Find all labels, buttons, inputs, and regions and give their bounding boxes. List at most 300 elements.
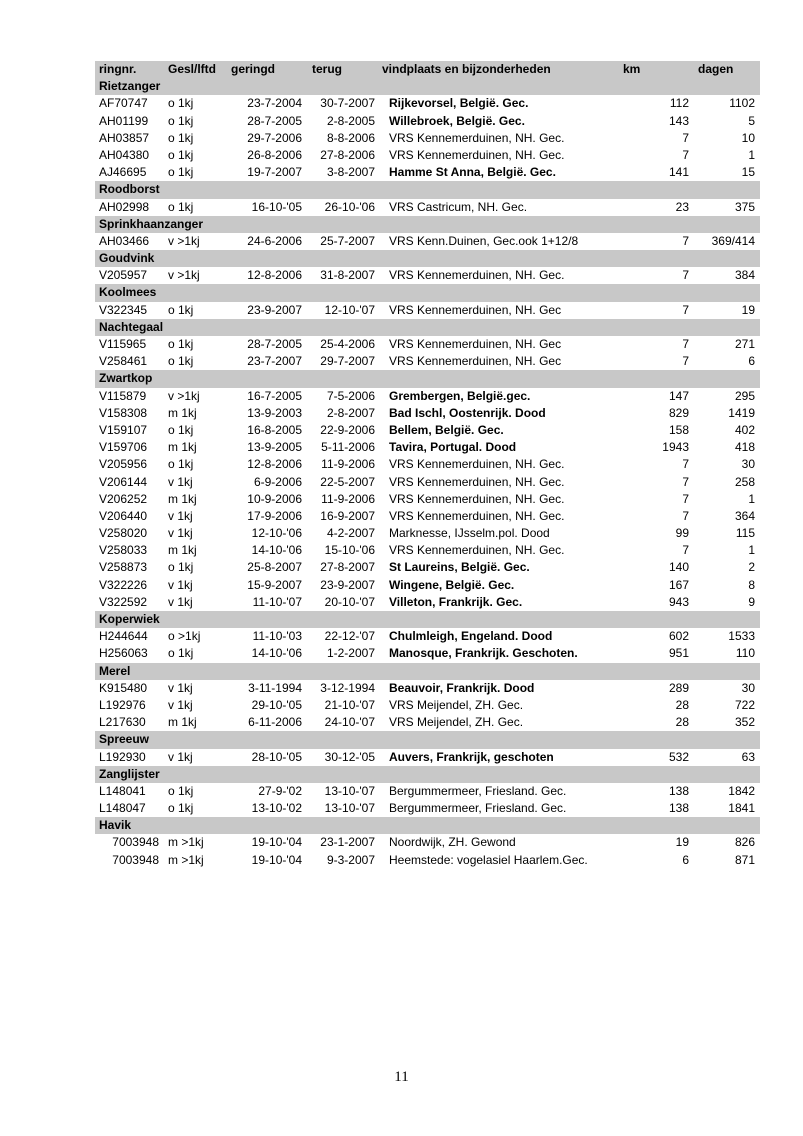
recovery-place: VRS Kennemerduinen, NH. Gec.	[389, 474, 565, 489]
header-days: dagen	[698, 62, 734, 76]
ring-number: K915480	[99, 680, 148, 695]
date-recovered: 13-10-'07	[324, 801, 375, 816]
date-ringed: 19-10-'04	[251, 835, 302, 850]
ring-number: L148047	[99, 801, 146, 816]
sex-age: o >1kj	[168, 629, 201, 644]
ring-number: L148041	[99, 783, 146, 798]
distance-km: 1943	[662, 440, 689, 455]
sex-age: o 1kj	[168, 199, 194, 214]
ring-number: AH01199	[99, 113, 149, 128]
ring-number: H256063	[99, 646, 148, 661]
days-elapsed: 1841	[728, 801, 755, 816]
date-ringed: 16-7-2005	[247, 388, 302, 403]
table-row	[95, 353, 760, 370]
recovery-place: St Laureins, België. Gec.	[389, 560, 530, 575]
species-row	[95, 731, 760, 748]
distance-km: 138	[668, 783, 689, 798]
table-row	[95, 439, 760, 456]
date-recovered: 22-9-2006	[320, 422, 375, 437]
species-name: Koperwiek	[99, 612, 160, 626]
days-elapsed: 1533	[728, 629, 755, 644]
date-recovered: 2-8-2005	[326, 113, 375, 128]
days-elapsed: 271	[734, 337, 755, 351]
table-row	[95, 422, 760, 439]
table-row	[95, 628, 760, 645]
table-row	[95, 405, 760, 422]
species-row	[95, 78, 760, 95]
date-recovered: 25-7-2007	[320, 233, 375, 248]
recovery-place: VRS Kennemerduinen, NH. Gec.	[389, 543, 565, 558]
days-elapsed: 5	[748, 113, 755, 128]
date-ringed: 28-7-2005	[247, 113, 302, 128]
distance-km: 138	[668, 801, 689, 816]
sex-age: v >1kj	[168, 233, 200, 248]
date-recovered: 31-8-2007	[320, 268, 375, 283]
date-recovered: 3-12-1994	[320, 680, 375, 695]
recovery-place: Bergummermeer, Friesland. Gec.	[389, 783, 567, 798]
recovery-place: VRS Kennemerduinen, NH. Gec.	[389, 491, 565, 506]
sex-age: o 1kj	[168, 302, 194, 317]
recovery-place: VRS Kennemerduinen, NH. Gec.	[389, 508, 565, 523]
days-elapsed: 1419	[728, 405, 755, 420]
distance-km: 951	[668, 646, 689, 661]
distance-km: 19	[675, 835, 689, 850]
recovery-place: VRS Kennemerduinen, NH. Gec.	[389, 457, 565, 472]
days-elapsed: 722	[734, 697, 755, 712]
table-row	[95, 130, 760, 147]
distance-km: 7	[682, 268, 689, 283]
sex-age: v >1kj	[168, 268, 200, 283]
table-row	[95, 456, 760, 473]
sex-age: m 1kj	[168, 440, 197, 455]
ring-number: 7003948	[112, 835, 159, 850]
date-recovered: 25-4-2006	[320, 337, 375, 351]
days-elapsed: 30	[741, 457, 755, 472]
table-row	[95, 95, 760, 112]
date-ringed: 14-10-'06	[251, 543, 302, 558]
distance-km: 28	[675, 715, 689, 730]
species-name: Sprinkhaanzanger	[99, 216, 204, 231]
recovery-place: Noordwijk, ZH. Gewond	[389, 835, 516, 850]
recovery-place: Hamme St Anna, België. Gec.	[389, 165, 556, 180]
recovery-place: Villeton, Frankrijk. Gec.	[389, 594, 523, 609]
table-row	[95, 267, 760, 284]
species-name: Zwartkop	[99, 371, 153, 386]
days-elapsed: 402	[734, 422, 755, 437]
distance-km: 143	[668, 113, 689, 128]
page-number: 11	[394, 1069, 409, 1085]
recovery-place: VRS Kennemerduinen, NH. Gec	[389, 354, 562, 369]
date-ringed: 17-9-2006	[247, 508, 302, 523]
ring-number: V205957	[99, 268, 148, 283]
ring-number: L217630	[99, 715, 146, 730]
sex-age: v 1kj	[168, 577, 193, 592]
date-ringed: 23-9-2007	[247, 302, 302, 317]
date-ringed: 3-11-1994	[248, 680, 302, 695]
species-name: Merel	[99, 663, 131, 678]
recovery-place: VRS Kennemerduinen, NH. Gec.	[389, 130, 565, 145]
date-ringed: 11-10-'03	[252, 629, 302, 644]
table-row	[95, 491, 760, 508]
sex-age: o 1kj	[168, 96, 194, 111]
days-elapsed: 364	[734, 508, 755, 523]
table-row	[95, 525, 760, 542]
date-ringed: 19-10-'04	[251, 852, 302, 867]
sex-age: o 1kj	[168, 147, 194, 162]
sex-age: m >1kj	[168, 835, 204, 850]
table-row	[95, 542, 760, 559]
recovery-place: Bergummermeer, Friesland. Gec.	[389, 801, 567, 816]
date-recovered: 30-12-'05	[324, 749, 375, 764]
date-recovered: 30-7-2007	[320, 96, 375, 111]
table-row	[95, 749, 760, 766]
date-ringed: 26-8-2006	[247, 147, 302, 162]
ring-number: V206252	[99, 491, 148, 506]
ring-number: V115965	[99, 337, 147, 351]
species-row	[95, 370, 760, 387]
date-recovered: 13-10-'07	[324, 783, 375, 798]
distance-km: 140	[668, 560, 689, 575]
days-elapsed: 2	[748, 560, 755, 575]
sex-age: o 1kj	[168, 783, 194, 798]
table-row	[95, 594, 760, 611]
date-ringed: 13-10-'02	[251, 801, 302, 816]
table-row	[95, 388, 760, 405]
days-elapsed: 6	[748, 354, 755, 369]
ring-number: V159107	[99, 422, 148, 437]
date-recovered: 20-10-'07	[324, 594, 375, 609]
date-ringed: 27-9-'02	[258, 783, 302, 798]
ring-number: AH02998	[99, 199, 150, 214]
recovery-place: Willebroek, België. Gec.	[389, 113, 525, 128]
date-recovered: 29-7-2007	[320, 354, 375, 369]
date-ringed: 12-8-2006	[247, 457, 302, 472]
distance-km: 141	[668, 165, 689, 180]
ring-number: L192930	[99, 749, 146, 764]
distance-km: 6	[682, 852, 689, 867]
species-name: Roodborst	[99, 182, 160, 197]
species-name: Koolmees	[99, 285, 157, 300]
species-row	[95, 216, 760, 233]
date-ringed: 13-9-2005	[247, 440, 302, 455]
sex-age: o 1kj	[168, 801, 194, 816]
ring-number: V158308	[99, 405, 148, 420]
table-row	[95, 714, 760, 731]
days-elapsed: 8	[748, 577, 755, 592]
date-ringed: 24-6-2006	[247, 233, 302, 248]
species-name: Havik	[99, 818, 132, 833]
ring-number: 7003948	[112, 852, 159, 867]
table-row	[95, 852, 760, 869]
days-elapsed: 1	[748, 491, 755, 506]
date-ringed: 29-7-2006	[247, 130, 302, 145]
ring-number: V205956	[99, 457, 148, 472]
table-row	[95, 302, 760, 319]
ring-number: V322345	[99, 302, 148, 317]
table-row	[95, 645, 760, 662]
sex-age: v 1kj	[168, 508, 193, 523]
table-header	[95, 61, 760, 78]
date-ringed: 16-10-'05	[251, 199, 302, 214]
date-ringed: 16-8-2005	[247, 422, 302, 437]
sex-age: m 1kj	[168, 543, 197, 558]
sex-age: v 1kj	[168, 697, 193, 712]
days-elapsed: 295	[734, 388, 755, 403]
distance-km: 7	[682, 543, 689, 558]
species-row	[95, 181, 760, 198]
ring-number: V322226	[99, 577, 148, 592]
date-recovered: 9-3-2007	[326, 852, 375, 867]
date-recovered: 22-12-'07	[324, 629, 375, 644]
distance-km: 7	[682, 474, 689, 489]
distance-km: 7	[682, 457, 689, 472]
days-elapsed: 384	[734, 268, 755, 283]
table-body	[95, 78, 760, 869]
distance-km: 7	[682, 508, 689, 523]
sex-age: v 1kj	[168, 749, 193, 764]
date-ringed: 15-9-2007	[247, 577, 302, 592]
species-name: Spreeuw	[99, 732, 150, 747]
recovery-place: Rijkevorsel, België. Gec.	[389, 96, 529, 111]
ring-number: V258873	[99, 560, 148, 575]
days-elapsed: 369/414	[711, 233, 755, 248]
ring-number: V206440	[99, 508, 148, 523]
table-row	[95, 147, 760, 164]
species-name: Goudvink	[99, 251, 155, 266]
distance-km: 7	[682, 337, 689, 351]
recovery-place: Bad Ischl, Oostenrijk. Dood	[389, 405, 546, 420]
distance-km: 158	[668, 422, 689, 437]
distance-km: 23	[675, 199, 689, 214]
date-ringed: 19-7-2007	[247, 165, 302, 180]
sex-age: v 1kj	[168, 526, 193, 541]
header-sex-age: Gesl/lftd	[168, 62, 217, 76]
sex-age: m 1kj	[168, 715, 197, 730]
recovery-place: Manosque, Frankrijk. Geschoten.	[389, 646, 578, 661]
ring-number: V258461	[99, 354, 148, 369]
days-elapsed: 110	[735, 646, 755, 661]
sex-age: o 1kj	[168, 165, 194, 180]
date-ringed: 23-7-2004	[247, 96, 302, 111]
distance-km: 943	[668, 594, 689, 609]
days-elapsed: 871	[734, 852, 755, 867]
date-recovered: 27-8-2007	[320, 560, 375, 575]
date-ringed: 29-10-'05	[251, 697, 302, 712]
recovery-place: VRS Meijendel, ZH. Gec.	[389, 715, 524, 730]
sex-age: o 1kj	[168, 457, 194, 472]
ring-number: AH03857	[99, 130, 150, 145]
sex-age: v 1kj	[168, 680, 193, 695]
date-ringed: 23-7-2007	[247, 354, 302, 369]
sex-age: o 1kj	[168, 422, 194, 437]
days-elapsed: 63	[741, 749, 755, 764]
table-row	[95, 474, 760, 491]
table-row	[95, 680, 760, 697]
days-elapsed: 1102	[729, 96, 755, 111]
date-recovered: 23-1-2007	[320, 835, 375, 850]
table-row	[95, 800, 760, 817]
date-recovered: 16-9-2007	[320, 508, 375, 523]
sex-age: m >1kj	[168, 852, 204, 867]
date-ringed: 13-9-2003	[247, 405, 302, 420]
days-elapsed: 375	[734, 199, 755, 214]
distance-km: 602	[668, 629, 689, 644]
sex-age: v >1kj	[168, 388, 200, 403]
days-elapsed: 1842	[728, 783, 755, 798]
species-row	[95, 611, 760, 628]
ring-number: V258033	[99, 543, 148, 558]
recovery-place: Grembergen, België.gec.	[389, 388, 531, 403]
date-ringed: 28-10-'05	[251, 749, 302, 764]
recovery-place: VRS Kennemerduinen, NH. Gec	[389, 302, 562, 317]
days-elapsed: 352	[734, 715, 755, 730]
distance-km: 829	[668, 405, 689, 420]
date-recovered: 26-10-'06	[324, 199, 375, 214]
recovery-place: VRS Kenn.Duinen, Gec.ook 1+12/8	[389, 233, 579, 248]
days-elapsed: 1	[748, 147, 755, 162]
species-name: Zanglijster	[99, 766, 160, 781]
sex-age: o 1kj	[168, 646, 194, 661]
header-place: vindplaats en bijzonderheden	[382, 62, 551, 76]
date-recovered: 15-10-'06	[324, 543, 375, 558]
table-row	[95, 113, 760, 130]
days-elapsed: 9	[748, 594, 755, 609]
days-elapsed: 115	[735, 526, 755, 541]
days-elapsed: 258	[734, 474, 755, 489]
distance-km: 289	[668, 680, 689, 695]
recovery-place: VRS Kennemerduinen, NH. Gec.	[389, 147, 565, 162]
ring-number: AJ46695	[99, 165, 147, 180]
species-row	[95, 663, 760, 680]
date-ringed: 10-9-2006	[247, 491, 302, 506]
recovery-place: Auvers, Frankrijk, geschoten	[389, 749, 554, 764]
distance-km: 7	[682, 302, 689, 317]
ring-number: V322592	[99, 594, 148, 609]
days-elapsed: 15	[741, 165, 755, 180]
date-ringed: 12-10-'06	[251, 526, 302, 541]
species-row	[95, 817, 760, 834]
distance-km: 7	[682, 130, 689, 145]
sex-age: o 1kj	[168, 354, 194, 369]
header-ring: ringnr.	[99, 62, 137, 76]
date-ringed: 25-8-2007	[247, 560, 302, 575]
recovery-place: Heemstede: vogelasiel Haarlem.Gec.	[389, 852, 588, 867]
date-ringed: 14-10-'06	[251, 646, 302, 661]
table-row	[95, 577, 760, 594]
date-recovered: 4-2-2007	[326, 526, 375, 541]
date-ringed: 6-9-2006	[253, 474, 302, 489]
date-recovered: 3-8-2007	[326, 165, 375, 180]
ring-number: L192976	[99, 697, 146, 712]
table-row	[95, 697, 760, 714]
sex-age: o 1kj	[168, 130, 194, 145]
table-row	[95, 233, 760, 250]
table-row	[95, 783, 760, 800]
ring-number: AF70747	[99, 96, 148, 111]
date-recovered: 22-5-2007	[320, 474, 375, 489]
ring-number: AH04380	[99, 147, 150, 162]
recovery-place: Chulmleigh, Engeland. Dood	[389, 629, 553, 644]
date-recovered: 2-8-2007	[326, 405, 375, 420]
date-ringed: 11-10-'07	[252, 594, 302, 609]
recoveries-table	[95, 61, 760, 869]
distance-km: 532	[668, 749, 689, 764]
distance-km: 7	[682, 491, 689, 506]
header-ringed: geringd	[231, 62, 275, 76]
ring-number: AH03466	[99, 233, 150, 248]
days-elapsed: 1	[748, 543, 755, 558]
header-km: km	[623, 62, 641, 76]
sex-age: o 1kj	[168, 113, 194, 128]
species-row	[95, 284, 760, 301]
recovery-place: Marknesse, IJsselm.pol. Dood	[389, 526, 550, 541]
species-row	[95, 319, 760, 336]
distance-km: 28	[675, 697, 689, 712]
recovery-place: Tavira, Portugal. Dood	[389, 440, 517, 455]
days-elapsed: 826	[734, 835, 755, 850]
sex-age: o 1kj	[168, 337, 194, 351]
ring-number: V258020	[99, 526, 148, 541]
distance-km: 7	[682, 233, 689, 248]
date-recovered: 21-10-'07	[324, 697, 375, 712]
date-ringed: 28-7-2005	[247, 337, 302, 351]
days-elapsed: 19	[741, 302, 755, 317]
table-row	[95, 559, 760, 576]
date-recovered: 27-8-2006	[320, 147, 375, 162]
distance-km: 7	[682, 354, 689, 369]
ring-number: V206144	[99, 474, 148, 489]
recovery-place: Wingene, België. Gec.	[389, 577, 515, 592]
date-recovered: 1-2-2007	[326, 646, 375, 661]
distance-km: 7	[682, 147, 689, 162]
date-ringed: 12-8-2006	[247, 268, 302, 283]
date-recovered: 23-9-2007	[320, 577, 375, 592]
species-row	[95, 766, 760, 783]
table-row	[95, 336, 760, 353]
recovery-place: VRS Kennemerduinen, NH. Gec	[389, 337, 562, 351]
date-recovered: 11-9-2006	[321, 457, 375, 472]
sex-age: m 1kj	[168, 491, 197, 506]
distance-km: 99	[675, 526, 689, 541]
date-recovered: 12-10-'07	[324, 302, 375, 317]
sex-age: o 1kj	[168, 560, 194, 575]
days-elapsed: 418	[734, 440, 755, 455]
date-recovered: 11-9-2006	[321, 491, 375, 506]
sex-age: v 1kj	[168, 594, 193, 609]
recovery-place: VRS Castricum, NH. Gec.	[389, 199, 528, 214]
recovery-place: VRS Meijendel, ZH. Gec.	[389, 697, 524, 712]
date-ringed: 6-11-2006	[248, 715, 302, 730]
sex-age: m 1kj	[168, 405, 197, 420]
distance-km: 112	[669, 96, 689, 111]
recovery-place: VRS Kennemerduinen, NH. Gec.	[389, 268, 565, 283]
header-recovered: terug	[312, 62, 342, 76]
recovery-place: Bellem, België. Gec.	[389, 422, 504, 437]
date-recovered: 8-8-2006	[326, 130, 375, 145]
table-row	[95, 834, 760, 851]
table-row	[95, 164, 760, 181]
table-row	[95, 199, 760, 216]
distance-km: 167	[668, 577, 689, 592]
sex-age: v 1kj	[168, 474, 193, 489]
ring-number: V115879	[99, 388, 147, 403]
date-recovered: 7-5-2006	[326, 388, 375, 403]
table-row	[95, 508, 760, 525]
days-elapsed: 10	[741, 130, 755, 145]
days-elapsed: 30	[741, 680, 755, 695]
distance-km: 147	[668, 388, 689, 403]
ring-number: V159706	[99, 440, 148, 455]
